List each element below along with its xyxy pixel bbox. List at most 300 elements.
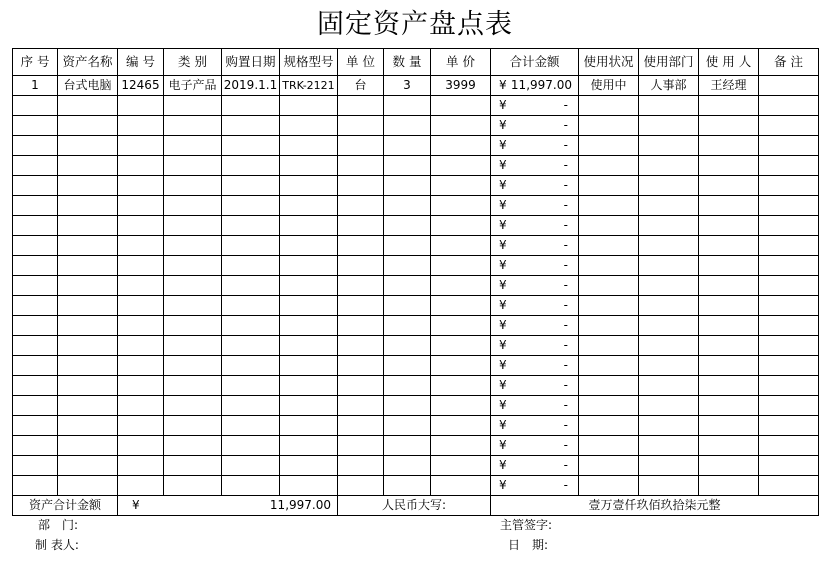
cell-unit[interactable] xyxy=(338,376,384,396)
cell-date[interactable] xyxy=(222,236,280,256)
cell-price[interactable] xyxy=(431,316,491,336)
cell-unit[interactable] xyxy=(338,96,384,116)
cell-category[interactable] xyxy=(164,156,222,176)
cell-note[interactable] xyxy=(759,96,819,116)
cell-price[interactable] xyxy=(431,216,491,236)
cell-note[interactable] xyxy=(759,156,819,176)
cell-amount[interactable] xyxy=(491,136,579,156)
cell-code[interactable] xyxy=(118,416,164,436)
cell-category[interactable] xyxy=(164,356,222,376)
column-header-code[interactable]: 编 号 xyxy=(118,49,164,76)
cell-no[interactable] xyxy=(13,476,58,496)
cell-date[interactable] xyxy=(222,436,280,456)
cell-price[interactable] xyxy=(431,416,491,436)
cell-note[interactable] xyxy=(759,456,819,476)
cell-date[interactable] xyxy=(222,336,280,356)
cell-code[interactable] xyxy=(118,236,164,256)
cell-dept[interactable] xyxy=(639,316,699,336)
cell-user[interactable] xyxy=(699,136,759,156)
cell-code[interactable] xyxy=(118,196,164,216)
cell-note[interactable] xyxy=(759,336,819,356)
cell-qty[interactable] xyxy=(384,96,431,116)
cell-note[interactable] xyxy=(759,416,819,436)
cell-code[interactable] xyxy=(118,296,164,316)
cell-qty[interactable] xyxy=(384,356,431,376)
cell-dept[interactable] xyxy=(639,196,699,216)
cell-code[interactable]: 12465 xyxy=(118,76,164,96)
cell-category[interactable] xyxy=(164,136,222,156)
cell-dept[interactable] xyxy=(639,276,699,296)
cell-code[interactable] xyxy=(118,476,164,496)
cell-category[interactable] xyxy=(164,336,222,356)
cell-code[interactable] xyxy=(118,216,164,236)
cell-dept[interactable] xyxy=(639,96,699,116)
cell-unit[interactable] xyxy=(338,276,384,296)
cell-note[interactable] xyxy=(759,256,819,276)
cell-amount[interactable] xyxy=(491,336,579,356)
cell-model[interactable] xyxy=(280,336,338,356)
cell-date[interactable] xyxy=(222,476,280,496)
cell-note[interactable] xyxy=(759,376,819,396)
cell-date[interactable] xyxy=(222,156,280,176)
cell-model[interactable] xyxy=(280,176,338,196)
cell-user[interactable] xyxy=(699,436,759,456)
cell-dept[interactable] xyxy=(639,436,699,456)
cell-no[interactable] xyxy=(13,296,58,316)
cell-no[interactable] xyxy=(13,276,58,296)
cell-dept[interactable] xyxy=(639,236,699,256)
cell-dept[interactable] xyxy=(639,116,699,136)
cell-unit[interactable] xyxy=(338,316,384,336)
cell-code[interactable] xyxy=(118,456,164,476)
cell-date[interactable] xyxy=(222,196,280,216)
cell-category[interactable] xyxy=(164,476,222,496)
cell-note[interactable] xyxy=(759,316,819,336)
cell-price[interactable]: 3999 xyxy=(431,76,491,96)
cell-qty[interactable] xyxy=(384,216,431,236)
cell-dept[interactable] xyxy=(639,356,699,376)
cell-code[interactable] xyxy=(118,116,164,136)
cell-note[interactable] xyxy=(759,236,819,256)
cell-note[interactable] xyxy=(759,116,819,136)
cell-amount[interactable] xyxy=(491,456,579,476)
cell-status[interactable] xyxy=(579,436,639,456)
cell-user[interactable] xyxy=(699,196,759,216)
cell-qty[interactable] xyxy=(384,156,431,176)
cell-user[interactable] xyxy=(699,316,759,336)
cell-amount[interactable] xyxy=(491,196,579,216)
cell-name[interactable] xyxy=(58,376,118,396)
total-amount-cell[interactable] xyxy=(118,496,338,516)
cell-name[interactable] xyxy=(58,316,118,336)
cell-qty[interactable] xyxy=(384,476,431,496)
cell-date[interactable] xyxy=(222,136,280,156)
cell-price[interactable] xyxy=(431,236,491,256)
cell-code[interactable] xyxy=(118,376,164,396)
cell-unit[interactable] xyxy=(338,476,384,496)
cell-name[interactable] xyxy=(58,396,118,416)
cell-status[interactable] xyxy=(579,476,639,496)
cell-unit[interactable] xyxy=(338,236,384,256)
cell-category[interactable] xyxy=(164,196,222,216)
cell-category[interactable] xyxy=(164,316,222,336)
cell-name[interactable] xyxy=(58,476,118,496)
cell-qty[interactable] xyxy=(384,256,431,276)
cell-dept[interactable] xyxy=(639,376,699,396)
cell-code[interactable] xyxy=(118,176,164,196)
cell-dept[interactable] xyxy=(639,156,699,176)
cell-status[interactable] xyxy=(579,316,639,336)
cell-date[interactable] xyxy=(222,96,280,116)
cell-status[interactable] xyxy=(579,156,639,176)
cell-qty[interactable] xyxy=(384,236,431,256)
cell-status[interactable] xyxy=(579,356,639,376)
cell-dept[interactable] xyxy=(639,456,699,476)
cell-category[interactable] xyxy=(164,236,222,256)
column-header-qty[interactable]: 数 量 xyxy=(384,49,431,76)
cell-qty[interactable] xyxy=(384,376,431,396)
cell-qty[interactable] xyxy=(384,176,431,196)
cell-model[interactable] xyxy=(280,216,338,236)
cell-user[interactable] xyxy=(699,456,759,476)
cell-note[interactable] xyxy=(759,136,819,156)
cell-unit[interactable]: 台 xyxy=(338,76,384,96)
cell-no[interactable] xyxy=(13,136,58,156)
cell-qty[interactable] xyxy=(384,116,431,136)
cell-date[interactable] xyxy=(222,216,280,236)
cell-status[interactable] xyxy=(579,256,639,276)
cell-model[interactable] xyxy=(280,356,338,376)
cell-user[interactable] xyxy=(699,356,759,376)
cell-price[interactable] xyxy=(431,476,491,496)
cell-no[interactable] xyxy=(13,436,58,456)
cell-price[interactable] xyxy=(431,376,491,396)
cell-amount[interactable] xyxy=(491,376,579,396)
total-label[interactable]: 资产合计金额 xyxy=(13,496,118,516)
cell-name[interactable] xyxy=(58,336,118,356)
cell-amount[interactable] xyxy=(491,256,579,276)
cell-qty[interactable] xyxy=(384,196,431,216)
cell-qty[interactable] xyxy=(384,136,431,156)
cell-amount[interactable] xyxy=(491,156,579,176)
cell-unit[interactable] xyxy=(338,336,384,356)
cell-name[interactable] xyxy=(58,176,118,196)
cell-name[interactable] xyxy=(58,196,118,216)
cell-status[interactable] xyxy=(579,416,639,436)
cell-amount[interactable] xyxy=(491,276,579,296)
cell-amount[interactable] xyxy=(491,416,579,436)
cell-price[interactable] xyxy=(431,256,491,276)
cell-qty[interactable] xyxy=(384,296,431,316)
cell-code[interactable] xyxy=(118,356,164,376)
cell-category[interactable] xyxy=(164,416,222,436)
uppercase-amount[interactable]: 壹万壹仟玖佰玖拾柒元整 xyxy=(491,496,819,516)
cell-price[interactable] xyxy=(431,116,491,136)
cell-name[interactable] xyxy=(58,116,118,136)
cell-date[interactable] xyxy=(222,356,280,376)
cell-qty[interactable] xyxy=(384,316,431,336)
cell-amount[interactable] xyxy=(491,296,579,316)
cell-unit[interactable] xyxy=(338,436,384,456)
cell-category[interactable] xyxy=(164,216,222,236)
column-header-amount[interactable]: 合计金额 xyxy=(491,49,579,76)
cell-model[interactable]: TRK-2121 xyxy=(280,76,338,96)
cell-amount[interactable] xyxy=(491,76,579,96)
cell-status[interactable] xyxy=(579,136,639,156)
cell-unit[interactable] xyxy=(338,356,384,376)
cell-name[interactable] xyxy=(58,96,118,116)
cell-category[interactable] xyxy=(164,116,222,136)
cell-price[interactable] xyxy=(431,356,491,376)
cell-note[interactable] xyxy=(759,356,819,376)
cell-name[interactable] xyxy=(58,256,118,276)
cell-user[interactable] xyxy=(699,376,759,396)
cell-user[interactable] xyxy=(699,116,759,136)
cell-model[interactable] xyxy=(280,296,338,316)
cell-name[interactable] xyxy=(58,136,118,156)
cell-no[interactable] xyxy=(13,236,58,256)
cell-dept[interactable]: 人事部 xyxy=(639,76,699,96)
cell-qty[interactable]: 3 xyxy=(384,76,431,96)
cell-user[interactable] xyxy=(699,476,759,496)
cell-category[interactable] xyxy=(164,396,222,416)
cell-name[interactable] xyxy=(58,456,118,476)
cell-price[interactable] xyxy=(431,396,491,416)
cell-name[interactable] xyxy=(58,356,118,376)
cell-date[interactable] xyxy=(222,376,280,396)
column-header-price[interactable]: 单 价 xyxy=(431,49,491,76)
cell-price[interactable] xyxy=(431,456,491,476)
cell-no[interactable]: 1 xyxy=(13,76,58,96)
cell-qty[interactable] xyxy=(384,456,431,476)
cell-code[interactable] xyxy=(118,316,164,336)
cell-status[interactable] xyxy=(579,176,639,196)
cell-user[interactable] xyxy=(699,176,759,196)
cell-amount[interactable] xyxy=(491,176,579,196)
column-header-no[interactable]: 序 号 xyxy=(13,49,58,76)
cell-price[interactable] xyxy=(431,156,491,176)
cell-code[interactable] xyxy=(118,436,164,456)
cell-note[interactable] xyxy=(759,176,819,196)
cell-category[interactable] xyxy=(164,436,222,456)
cell-status[interactable] xyxy=(579,116,639,136)
cell-name[interactable] xyxy=(58,236,118,256)
column-header-name[interactable]: 资产名称 xyxy=(58,49,118,76)
cell-model[interactable] xyxy=(280,116,338,136)
cell-code[interactable] xyxy=(118,276,164,296)
cell-price[interactable] xyxy=(431,196,491,216)
cell-name[interactable] xyxy=(58,436,118,456)
cell-code[interactable] xyxy=(118,96,164,116)
cell-model[interactable] xyxy=(280,316,338,336)
cell-amount[interactable] xyxy=(491,396,579,416)
cell-date[interactable] xyxy=(222,296,280,316)
cell-status[interactable] xyxy=(579,196,639,216)
cell-status[interactable] xyxy=(579,396,639,416)
cell-code[interactable] xyxy=(118,396,164,416)
cell-status[interactable]: 使用中 xyxy=(579,76,639,96)
cell-model[interactable] xyxy=(280,396,338,416)
cell-user[interactable]: 王经理 xyxy=(699,76,759,96)
column-header-note[interactable]: 备 注 xyxy=(759,49,819,76)
cell-unit[interactable] xyxy=(338,256,384,276)
cell-no[interactable] xyxy=(13,456,58,476)
cell-dept[interactable] xyxy=(639,336,699,356)
cell-user[interactable] xyxy=(699,276,759,296)
cell-code[interactable] xyxy=(118,156,164,176)
cell-user[interactable] xyxy=(699,416,759,436)
cell-no[interactable] xyxy=(13,256,58,276)
cell-model[interactable] xyxy=(280,96,338,116)
cell-model[interactable] xyxy=(280,196,338,216)
cell-amount[interactable] xyxy=(491,356,579,376)
cell-no[interactable] xyxy=(13,316,58,336)
cell-no[interactable] xyxy=(13,96,58,116)
cell-no[interactable] xyxy=(13,356,58,376)
cell-price[interactable] xyxy=(431,176,491,196)
cell-unit[interactable] xyxy=(338,156,384,176)
cell-dept[interactable] xyxy=(639,396,699,416)
cell-name[interactable] xyxy=(58,216,118,236)
cell-status[interactable] xyxy=(579,216,639,236)
column-header-dept[interactable]: 使用部门 xyxy=(639,49,699,76)
cell-dept[interactable] xyxy=(639,136,699,156)
cell-amount[interactable] xyxy=(491,116,579,136)
cell-dept[interactable] xyxy=(639,416,699,436)
cell-status[interactable] xyxy=(579,276,639,296)
cell-model[interactable] xyxy=(280,456,338,476)
cell-dept[interactable] xyxy=(639,296,699,316)
cell-name[interactable] xyxy=(58,156,118,176)
cell-dept[interactable] xyxy=(639,216,699,236)
cell-note[interactable] xyxy=(759,216,819,236)
cell-qty[interactable] xyxy=(384,396,431,416)
cell-date[interactable] xyxy=(222,316,280,336)
cell-status[interactable] xyxy=(579,96,639,116)
uppercase-label[interactable]: 人民币大写: xyxy=(338,496,491,516)
cell-amount[interactable] xyxy=(491,436,579,456)
cell-no[interactable] xyxy=(13,416,58,436)
cell-no[interactable] xyxy=(13,196,58,216)
cell-unit[interactable] xyxy=(338,116,384,136)
cell-code[interactable] xyxy=(118,136,164,156)
cell-unit[interactable] xyxy=(338,456,384,476)
cell-note[interactable] xyxy=(759,76,819,96)
cell-category[interactable] xyxy=(164,256,222,276)
cell-note[interactable] xyxy=(759,196,819,216)
cell-note[interactable] xyxy=(759,476,819,496)
cell-date[interactable] xyxy=(222,176,280,196)
cell-unit[interactable] xyxy=(338,176,384,196)
cell-date[interactable] xyxy=(222,256,280,276)
column-header-date[interactable]: 购置日期 xyxy=(222,49,280,76)
cell-model[interactable] xyxy=(280,276,338,296)
cell-amount[interactable] xyxy=(491,216,579,236)
cell-user[interactable] xyxy=(699,96,759,116)
cell-date[interactable] xyxy=(222,396,280,416)
cell-name[interactable] xyxy=(58,296,118,316)
cell-note[interactable] xyxy=(759,276,819,296)
cell-model[interactable] xyxy=(280,376,338,396)
cell-amount[interactable] xyxy=(491,316,579,336)
cell-unit[interactable] xyxy=(338,296,384,316)
cell-qty[interactable] xyxy=(384,336,431,356)
column-header-unit[interactable]: 单 位 xyxy=(338,49,384,76)
cell-user[interactable] xyxy=(699,156,759,176)
cell-user[interactable] xyxy=(699,256,759,276)
cell-category[interactable] xyxy=(164,456,222,476)
cell-code[interactable] xyxy=(118,336,164,356)
cell-unit[interactable] xyxy=(338,416,384,436)
cell-no[interactable] xyxy=(13,116,58,136)
cell-model[interactable] xyxy=(280,436,338,456)
cell-amount[interactable] xyxy=(491,476,579,496)
column-header-category[interactable]: 类 别 xyxy=(164,49,222,76)
column-header-status[interactable]: 使用状况 xyxy=(579,49,639,76)
cell-note[interactable] xyxy=(759,296,819,316)
cell-name[interactable] xyxy=(58,276,118,296)
cell-unit[interactable] xyxy=(338,396,384,416)
cell-model[interactable] xyxy=(280,236,338,256)
column-header-user[interactable]: 使 用 人 xyxy=(699,49,759,76)
cell-user[interactable] xyxy=(699,296,759,316)
column-header-model[interactable]: 规格型号 xyxy=(280,49,338,76)
cell-status[interactable] xyxy=(579,456,639,476)
cell-no[interactable] xyxy=(13,396,58,416)
cell-note[interactable] xyxy=(759,396,819,416)
cell-user[interactable] xyxy=(699,396,759,416)
cell-dept[interactable] xyxy=(639,256,699,276)
cell-category[interactable] xyxy=(164,176,222,196)
cell-no[interactable] xyxy=(13,376,58,396)
cell-price[interactable] xyxy=(431,276,491,296)
cell-model[interactable] xyxy=(280,256,338,276)
cell-category[interactable]: 电子产品 xyxy=(164,76,222,96)
cell-code[interactable] xyxy=(118,256,164,276)
cell-model[interactable] xyxy=(280,136,338,156)
cell-model[interactable] xyxy=(280,416,338,436)
cell-amount[interactable] xyxy=(491,236,579,256)
cell-qty[interactable] xyxy=(384,416,431,436)
cell-qty[interactable] xyxy=(384,436,431,456)
cell-dept[interactable] xyxy=(639,176,699,196)
cell-name[interactable]: 台式电脑 xyxy=(58,76,118,96)
cell-category[interactable] xyxy=(164,376,222,396)
cell-qty[interactable] xyxy=(384,276,431,296)
cell-model[interactable] xyxy=(280,156,338,176)
cell-user[interactable] xyxy=(699,336,759,356)
cell-no[interactable] xyxy=(13,156,58,176)
cell-category[interactable] xyxy=(164,296,222,316)
cell-dept[interactable] xyxy=(639,476,699,496)
cell-date[interactable] xyxy=(222,116,280,136)
cell-status[interactable] xyxy=(579,236,639,256)
cell-status[interactable] xyxy=(579,376,639,396)
cell-name[interactable] xyxy=(58,416,118,436)
cell-date[interactable] xyxy=(222,456,280,476)
cell-price[interactable] xyxy=(431,136,491,156)
cell-price[interactable] xyxy=(431,436,491,456)
cell-unit[interactable] xyxy=(338,136,384,156)
cell-date[interactable]: 2019.1.1 xyxy=(222,76,280,96)
cell-unit[interactable] xyxy=(338,196,384,216)
cell-price[interactable] xyxy=(431,96,491,116)
cell-amount[interactable] xyxy=(491,96,579,116)
cell-no[interactable] xyxy=(13,216,58,236)
cell-no[interactable] xyxy=(13,336,58,356)
cell-model[interactable] xyxy=(280,476,338,496)
cell-date[interactable] xyxy=(222,416,280,436)
